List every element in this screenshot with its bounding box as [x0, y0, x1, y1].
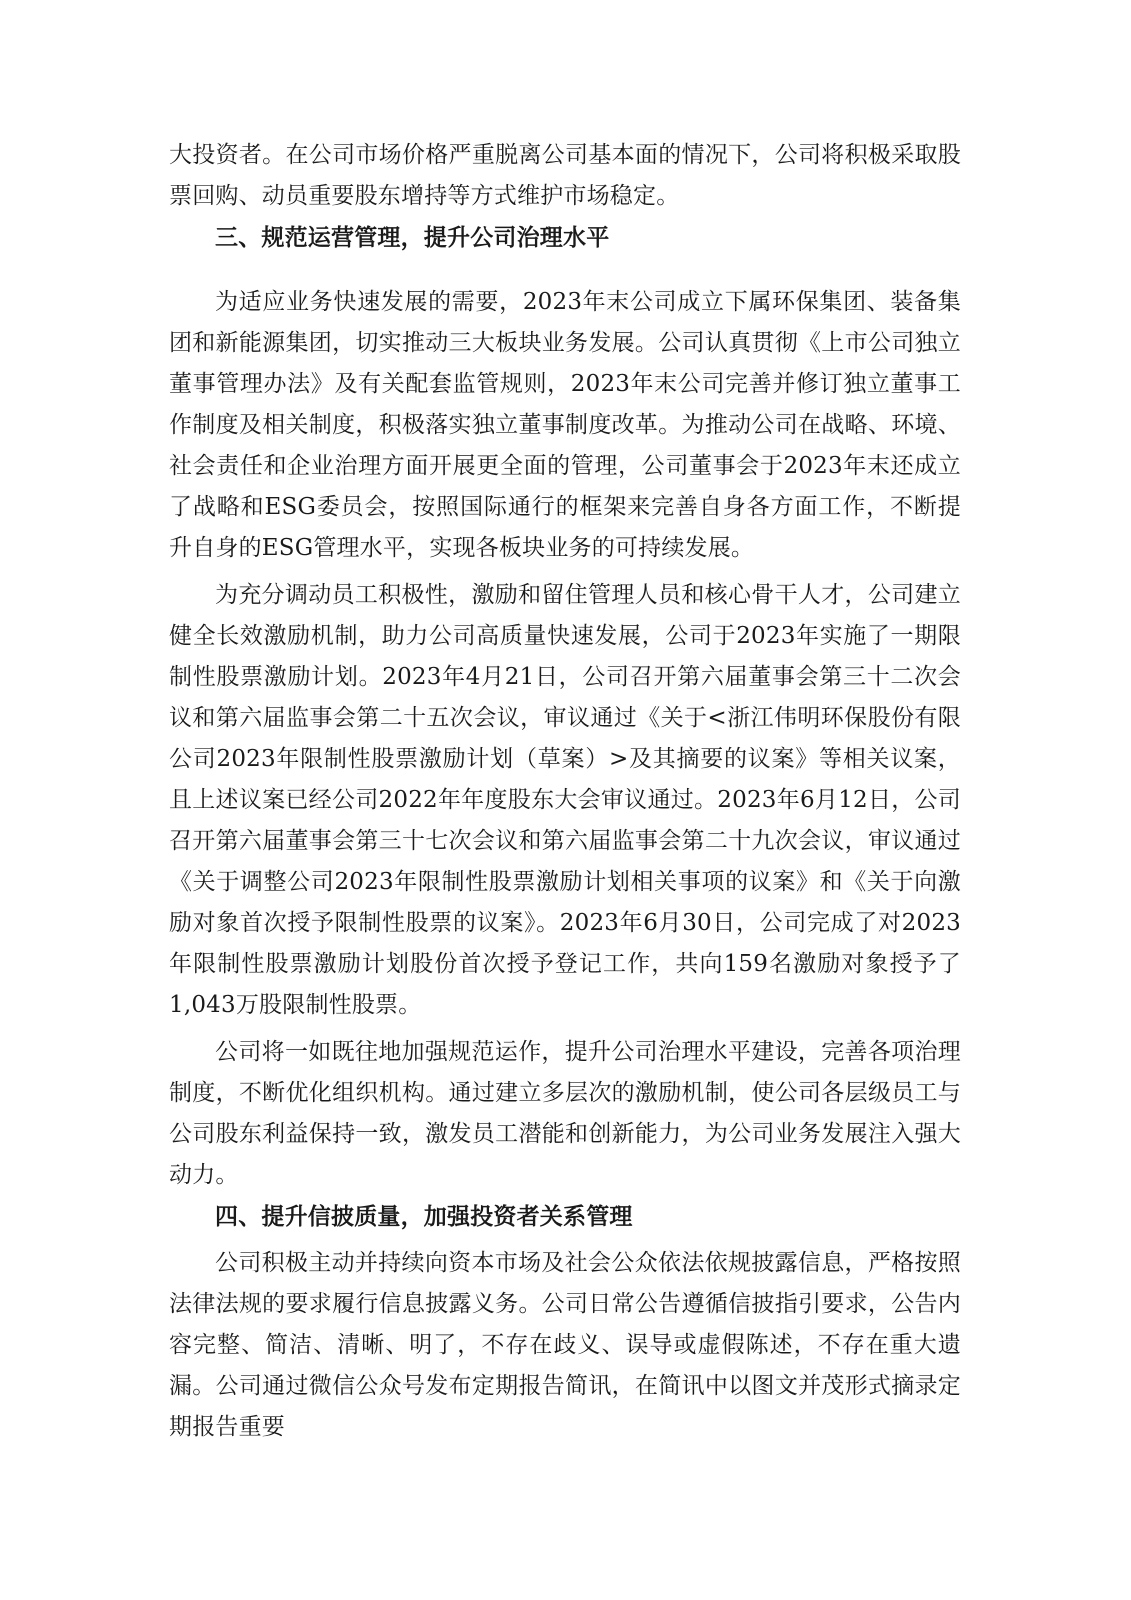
section-3-paragraph-1: 为适应业务快速发展的需要，2023年末公司成立下属环保集团、装备集团和新能源集团，切实推动三大板块业务发展。公司认真贯彻《上市公司独立董事管理办法》及有关配套监管规则，2023年末公司完善并修订独立董事工作制度及相关制度，积极落实独立董事制度改革。为推动公司在战略、环境、社会责任和企业治理方面开展更全面的管理，公司董事会于2023年末还成立了战略和ESG委员会，按照国际通行的框架来完善自身各方面工作，不断提升自身的ESG管理水平，实现各板块业务的可持续发展。 — [169, 289, 961, 561]
section-3-paragraph-3: 公司将一如既往地加强规范运作，提升公司治理水平建设，完善各项治理制度，不断优化组织机构。通过建立多层次的激励机制，使公司各层级员工与公司股东利益保持一致，激发员工潜能和创新能力，为公司业务发展注入强大动力。 — [169, 1039, 961, 1188]
section-3-heading: 三、规范运营管理，提升公司治理水平 — [215, 224, 610, 251]
document-page — [169, 135, 961, 1448]
opening-paragraph: 大投资者。在公司市场价格严重脱离公司基本面的情况下，公司将积极采取股票回购、动员重要股东增持等方式维护市场稳定。 — [169, 142, 961, 209]
section-4-heading: 四、提升信披质量，加强投资者关系管理 — [215, 1203, 633, 1230]
section-4-paragraph-1: 公司积极主动并持续向资本市场及社会公众依法依规披露信息，严格按照法律法规的要求履行信息披露义务。公司日常公告遵循信披指引要求，公告内容完整、简洁、清晰、明了，不存在歧义、误导或虚假陈述，不存在重大遗漏。公司通过微信公众号发布定期报告简讯，在简讯中以图文并茂形式摘录定期报告重要 — [169, 1250, 961, 1440]
section-3-paragraph-2: 为充分调动员工积极性，激励和留住管理人员和核心骨干人才，公司建立健全长效激励机制，助力公司高质量快速发展，公司于2023年实施了一期限制性股票激励计划。2023年4月21日，公司召开第六届董事会第三十二次会议和第六届监事会第二十五次会议，审议通过《关于<浙江伟明环保股份有限公司2023年限制性股票激励计划（草案）>及其摘要的议案》等相关议案，且上述议案已经公司2022年年度股东大会审议通过。2023年6月12日，公司召开第六届董事会第三十七次会议和第六届监事会第二十九次会议，审议通过《关于调整公司2023年限制性股票激励计划相关事项的议案》和《关于向激励对象首次授予限制性股票的议案》。2023年6月30日，公司完成了对2023年限制性股票激励计划股份首次授予登记工作，共向159名激励对象授予了1,043万股限制性股票。 — [169, 582, 961, 1018]
